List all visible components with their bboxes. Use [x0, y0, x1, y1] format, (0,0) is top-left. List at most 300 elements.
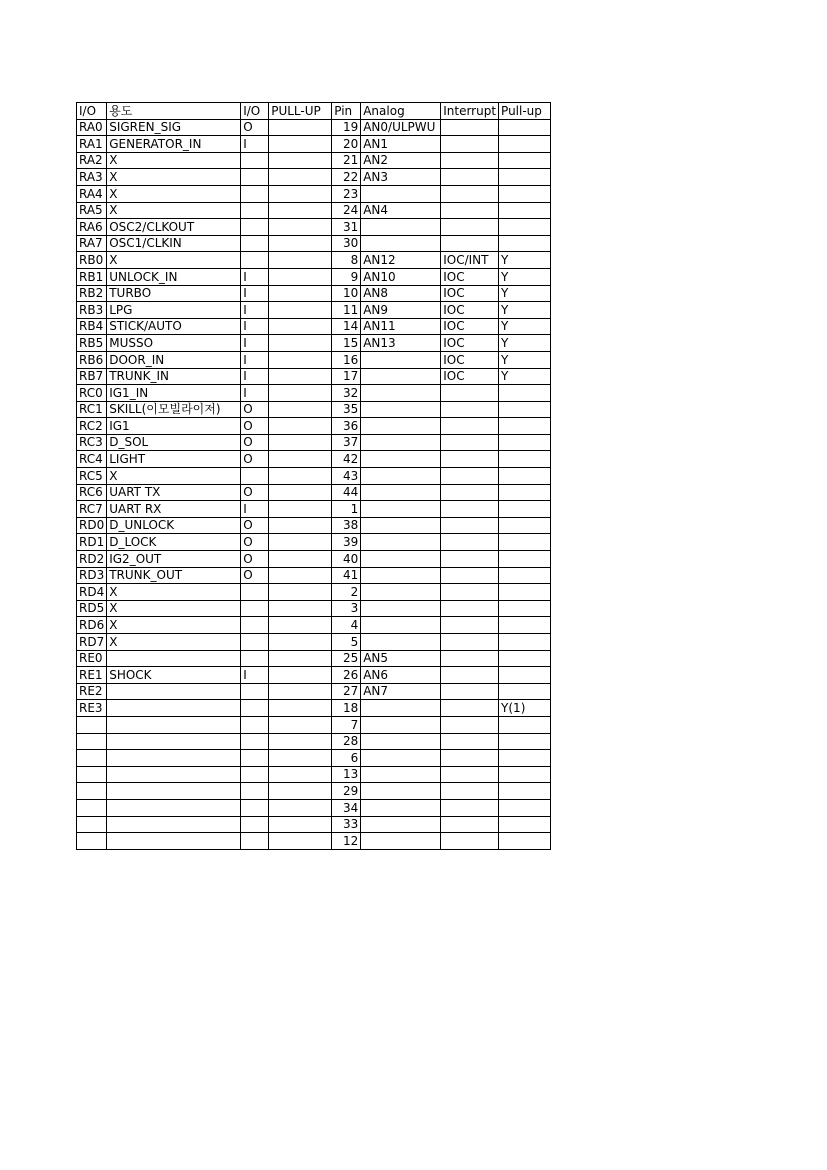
cell-analog: [361, 434, 441, 451]
cell-io: O: [241, 119, 269, 136]
cell-analog: [361, 351, 441, 368]
cell-analog: AN10: [361, 268, 441, 285]
cell-purpose: D_SOL: [107, 434, 241, 451]
table-row: [77, 551, 551, 568]
cell-interrupt: IOC: [441, 351, 499, 368]
cell-pullup-config: [269, 650, 332, 667]
cell-analog: AN8: [361, 285, 441, 302]
cell-io: [241, 716, 269, 733]
cell-port: RC6: [77, 484, 107, 501]
cell-analog: AN4: [361, 202, 441, 219]
cell-pin: 25: [332, 650, 361, 667]
cell-pullup-config: [269, 700, 332, 717]
table-row: [77, 285, 551, 302]
cell-io: I: [241, 351, 269, 368]
cell-pin: 36: [332, 418, 361, 435]
header-cell-purpose: 용도: [107, 103, 241, 120]
header-cell-interrupt: Interrupt: [441, 103, 499, 120]
cell-pullup: Y: [499, 302, 551, 319]
cell-purpose: IG2_OUT: [107, 551, 241, 568]
cell-pullup: [499, 551, 551, 568]
cell-port: RC1: [77, 401, 107, 418]
cell-pullup-config: [269, 434, 332, 451]
cell-purpose: MUSSO: [107, 335, 241, 352]
cell-pullup-config: [269, 152, 332, 169]
cell-port: [77, 733, 107, 750]
cell-purpose: UNLOCK_IN: [107, 268, 241, 285]
table-row: [77, 600, 551, 617]
cell-purpose: SHOCK: [107, 667, 241, 684]
cell-io: O: [241, 534, 269, 551]
cell-port: RE1: [77, 667, 107, 684]
cell-port: RE2: [77, 683, 107, 700]
cell-purpose: [107, 816, 241, 833]
cell-interrupt: IOC: [441, 285, 499, 302]
cell-port: RA5: [77, 202, 107, 219]
cell-purpose: UART RX: [107, 501, 241, 518]
table-row: [77, 335, 551, 352]
cell-purpose: D_LOCK: [107, 534, 241, 551]
cell-pullup: [499, 451, 551, 468]
cell-interrupt: [441, 219, 499, 236]
cell-pullup-config: [269, 766, 332, 783]
cell-purpose: LPG: [107, 302, 241, 319]
cell-pullup: Y: [499, 368, 551, 385]
cell-pullup-config: [269, 517, 332, 534]
cell-pullup: [499, 235, 551, 252]
cell-analog: [361, 551, 441, 568]
cell-pin: 6: [332, 750, 361, 767]
cell-io: [241, 235, 269, 252]
cell-pin: 7: [332, 716, 361, 733]
cell-pin: 16: [332, 351, 361, 368]
cell-pullup: [499, 185, 551, 202]
cell-interrupt: [441, 733, 499, 750]
cell-port: [77, 799, 107, 816]
cell-pullup: [499, 136, 551, 153]
cell-port: RB5: [77, 335, 107, 352]
cell-analog: [361, 451, 441, 468]
cell-io: O: [241, 434, 269, 451]
cell-io: I: [241, 302, 269, 319]
table-row: [77, 617, 551, 634]
cell-purpose: [107, 700, 241, 717]
cell-pin: 8: [332, 252, 361, 269]
cell-io: [241, 833, 269, 850]
cell-analog: [361, 534, 441, 551]
cell-port: RA6: [77, 219, 107, 236]
cell-pullup: [499, 783, 551, 800]
cell-io: O: [241, 567, 269, 584]
cell-purpose: SIGREN_SIG: [107, 119, 241, 136]
cell-analog: AN5: [361, 650, 441, 667]
cell-purpose: X: [107, 584, 241, 601]
cell-analog: [361, 401, 441, 418]
cell-pin: 43: [332, 468, 361, 485]
cell-interrupt: IOC: [441, 318, 499, 335]
cell-pullup-config: [269, 401, 332, 418]
table-row: [77, 401, 551, 418]
cell-pullup: Y: [499, 351, 551, 368]
cell-analog: [361, 385, 441, 402]
cell-analog: [361, 766, 441, 783]
cell-io: [241, 219, 269, 236]
table-row: [77, 634, 551, 651]
cell-analog: [361, 501, 441, 518]
cell-pullup-config: [269, 119, 332, 136]
cell-purpose: X: [107, 185, 241, 202]
cell-analog: AN12: [361, 252, 441, 269]
cell-pin: 42: [332, 451, 361, 468]
cell-purpose: [107, 766, 241, 783]
cell-purpose: UART TX: [107, 484, 241, 501]
cell-port: RD3: [77, 567, 107, 584]
cell-interrupt: [441, 783, 499, 800]
cell-io: I: [241, 285, 269, 302]
cell-purpose: X: [107, 634, 241, 651]
cell-purpose: X: [107, 169, 241, 186]
cell-port: RB3: [77, 302, 107, 319]
cell-purpose: X: [107, 252, 241, 269]
cell-pin: 15: [332, 335, 361, 352]
table-row: [77, 667, 551, 684]
header-cell-pullup-config: PULL-UP: [269, 103, 332, 120]
cell-analog: [361, 716, 441, 733]
cell-pin: 26: [332, 667, 361, 684]
cell-interrupt: [441, 667, 499, 684]
cell-pin: 21: [332, 152, 361, 169]
table-row: [77, 434, 551, 451]
cell-interrupt: [441, 750, 499, 767]
cell-interrupt: [441, 517, 499, 534]
cell-pullup-config: [269, 683, 332, 700]
cell-analog: AN9: [361, 302, 441, 319]
cell-io: [241, 816, 269, 833]
cell-io: I: [241, 667, 269, 684]
cell-pin: 32: [332, 385, 361, 402]
cell-purpose: SKILL(이모빌라이저): [107, 401, 241, 418]
cell-pin: 2: [332, 584, 361, 601]
header-row: [77, 103, 551, 120]
cell-pullup: Y: [499, 318, 551, 335]
cell-pullup: [499, 634, 551, 651]
cell-pullup-config: [269, 667, 332, 684]
cell-pullup-config: [269, 617, 332, 634]
table-row: [77, 185, 551, 202]
cell-interrupt: [441, 235, 499, 252]
table-row: [77, 219, 551, 236]
cell-interrupt: [441, 119, 499, 136]
cell-interrupt: [441, 136, 499, 153]
cell-analog: [361, 484, 441, 501]
cell-interrupt: [441, 385, 499, 402]
cell-port: RC2: [77, 418, 107, 435]
cell-interrupt: [441, 766, 499, 783]
cell-port: RA0: [77, 119, 107, 136]
table-body: [77, 119, 551, 849]
cell-interrupt: [441, 716, 499, 733]
table-row: [77, 318, 551, 335]
cell-purpose: IG1_IN: [107, 385, 241, 402]
cell-pullup-config: [269, 799, 332, 816]
cell-pullup: [499, 683, 551, 700]
table-row: [77, 484, 551, 501]
table-row: [77, 650, 551, 667]
cell-pullup: Y: [499, 268, 551, 285]
cell-port: RB2: [77, 285, 107, 302]
cell-analog: [361, 733, 441, 750]
table-row: [77, 816, 551, 833]
table-row: [77, 468, 551, 485]
cell-pullup-config: [269, 252, 332, 269]
cell-pullup-config: [269, 268, 332, 285]
table-row: [77, 368, 551, 385]
cell-pullup: [499, 434, 551, 451]
cell-interrupt: [441, 700, 499, 717]
table-row: [77, 418, 551, 435]
cell-pullup: [499, 750, 551, 767]
cell-purpose: D_UNLOCK: [107, 517, 241, 534]
cell-pin: 4: [332, 617, 361, 634]
cell-pullup-config: [269, 219, 332, 236]
cell-io: [241, 169, 269, 186]
cell-pin: 24: [332, 202, 361, 219]
cell-io: [241, 468, 269, 485]
cell-pin: 23: [332, 185, 361, 202]
cell-port: [77, 833, 107, 850]
cell-pullup-config: [269, 750, 332, 767]
cell-pullup-config: [269, 534, 332, 551]
cell-pin: 41: [332, 567, 361, 584]
cell-port: RD6: [77, 617, 107, 634]
cell-pullup: [499, 501, 551, 518]
table-row: [77, 733, 551, 750]
cell-pullup-config: [269, 185, 332, 202]
cell-pin: 29: [332, 783, 361, 800]
cell-analog: [361, 634, 441, 651]
cell-io: [241, 584, 269, 601]
cell-pullup-config: [269, 468, 332, 485]
cell-pin: 37: [332, 434, 361, 451]
cell-purpose: DOOR_IN: [107, 351, 241, 368]
cell-analog: AN7: [361, 683, 441, 700]
cell-analog: AN3: [361, 169, 441, 186]
cell-pullup: [499, 202, 551, 219]
table-row: [77, 534, 551, 551]
cell-analog: [361, 567, 441, 584]
cell-io: I: [241, 136, 269, 153]
cell-pullup-config: [269, 733, 332, 750]
cell-pullup: Y: [499, 252, 551, 269]
cell-io: I: [241, 385, 269, 402]
cell-pin: 39: [332, 534, 361, 551]
header-cell-pin: Pin: [332, 103, 361, 120]
cell-io: [241, 634, 269, 651]
cell-purpose: IG1: [107, 418, 241, 435]
table-row: [77, 567, 551, 584]
cell-pullup-config: [269, 634, 332, 651]
cell-analog: [361, 600, 441, 617]
cell-purpose: LIGHT: [107, 451, 241, 468]
cell-port: RB1: [77, 268, 107, 285]
cell-pullup-config: [269, 318, 332, 335]
cell-interrupt: IOC: [441, 268, 499, 285]
cell-io: I: [241, 268, 269, 285]
cell-purpose: X: [107, 202, 241, 219]
header-cell-port: I/O: [77, 103, 107, 120]
cell-pullup: [499, 468, 551, 485]
table-row: [77, 268, 551, 285]
cell-port: RC3: [77, 434, 107, 451]
cell-port: RB6: [77, 351, 107, 368]
cell-pin: 31: [332, 219, 361, 236]
table-row: [77, 385, 551, 402]
cell-pin: 30: [332, 235, 361, 252]
cell-io: [241, 185, 269, 202]
cell-port: RA2: [77, 152, 107, 169]
cell-pullup: [499, 119, 551, 136]
cell-io: [241, 650, 269, 667]
cell-purpose: X: [107, 617, 241, 634]
cell-pullup-config: [269, 551, 332, 568]
cell-analog: AN0/ULPWU: [361, 119, 441, 136]
cell-interrupt: [441, 816, 499, 833]
cell-pullup-config: [269, 285, 332, 302]
cell-interrupt: IOC: [441, 335, 499, 352]
header-cell-pullup: Pull-up: [499, 103, 551, 120]
cell-interrupt: [441, 567, 499, 584]
cell-io: O: [241, 551, 269, 568]
table-row: [77, 833, 551, 850]
table-row: [77, 766, 551, 783]
cell-port: RD4: [77, 584, 107, 601]
cell-pullup-config: [269, 584, 332, 601]
cell-io: O: [241, 517, 269, 534]
cell-port: RC0: [77, 385, 107, 402]
cell-pullup-config: [269, 235, 332, 252]
cell-interrupt: [441, 185, 499, 202]
cell-pin: 28: [332, 733, 361, 750]
cell-port: RB7: [77, 368, 107, 385]
cell-pin: 1: [332, 501, 361, 518]
cell-analog: AN1: [361, 136, 441, 153]
cell-io: [241, 683, 269, 700]
cell-pullup: [499, 617, 551, 634]
header-cell-io: I/O: [241, 103, 269, 120]
cell-analog: [361, 468, 441, 485]
cell-purpose: [107, 833, 241, 850]
cell-pin: 18: [332, 700, 361, 717]
cell-analog: [361, 700, 441, 717]
cell-interrupt: [441, 799, 499, 816]
pin-assignment-table: [76, 102, 551, 850]
cell-interrupt: [441, 484, 499, 501]
table-row: [77, 169, 551, 186]
cell-pullup-config: [269, 501, 332, 518]
cell-pullup-config: [269, 484, 332, 501]
table-row: [77, 252, 551, 269]
cell-port: RE3: [77, 700, 107, 717]
cell-purpose: GENERATOR_IN: [107, 136, 241, 153]
cell-pullup-config: [269, 451, 332, 468]
cell-pullup-config: [269, 783, 332, 800]
cell-io: [241, 750, 269, 767]
cell-interrupt: [441, 434, 499, 451]
cell-interrupt: [441, 650, 499, 667]
cell-analog: [361, 185, 441, 202]
cell-port: [77, 816, 107, 833]
cell-pin: 17: [332, 368, 361, 385]
cell-pullup: [499, 517, 551, 534]
cell-pullup: [499, 567, 551, 584]
cell-pin: 13: [332, 766, 361, 783]
cell-io: [241, 766, 269, 783]
table-row: [77, 683, 551, 700]
cell-port: [77, 766, 107, 783]
cell-analog: [361, 783, 441, 800]
cell-io: [241, 252, 269, 269]
cell-port: [77, 716, 107, 733]
cell-pullup: [499, 766, 551, 783]
cell-pullup: [499, 584, 551, 601]
cell-interrupt: IOC: [441, 368, 499, 385]
cell-pullup: [499, 816, 551, 833]
cell-io: O: [241, 451, 269, 468]
cell-pin: 33: [332, 816, 361, 833]
cell-io: [241, 783, 269, 800]
cell-pullup: [499, 418, 551, 435]
cell-io: I: [241, 318, 269, 335]
cell-analog: [361, 816, 441, 833]
cell-analog: [361, 833, 441, 850]
cell-port: RC7: [77, 501, 107, 518]
cell-interrupt: [441, 551, 499, 568]
cell-interrupt: [441, 468, 499, 485]
table-row: [77, 716, 551, 733]
cell-analog: [361, 418, 441, 435]
cell-interrupt: [441, 152, 499, 169]
cell-port: RD1: [77, 534, 107, 551]
cell-port: RA3: [77, 169, 107, 186]
cell-pullup: [499, 534, 551, 551]
cell-interrupt: [441, 202, 499, 219]
cell-pullup: Y: [499, 335, 551, 352]
cell-pin: 27: [332, 683, 361, 700]
cell-pin: 12: [332, 833, 361, 850]
cell-pullup-config: [269, 418, 332, 435]
cell-pin: 38: [332, 517, 361, 534]
cell-purpose: OSC1/CLKIN: [107, 235, 241, 252]
cell-analog: [361, 617, 441, 634]
cell-pullup-config: [269, 368, 332, 385]
cell-purpose: [107, 716, 241, 733]
cell-interrupt: [441, 833, 499, 850]
cell-interrupt: IOC/INT: [441, 252, 499, 269]
cell-pullup-config: [269, 335, 332, 352]
table-row: [77, 584, 551, 601]
cell-pullup: [499, 169, 551, 186]
cell-pin: 40: [332, 551, 361, 568]
cell-pullup: [499, 152, 551, 169]
cell-purpose: [107, 683, 241, 700]
cell-interrupt: [441, 634, 499, 651]
cell-port: [77, 783, 107, 800]
cell-analog: AN13: [361, 335, 441, 352]
cell-pullup-config: [269, 351, 332, 368]
cell-purpose: [107, 733, 241, 750]
cell-pullup-config: [269, 202, 332, 219]
cell-pullup: [499, 484, 551, 501]
